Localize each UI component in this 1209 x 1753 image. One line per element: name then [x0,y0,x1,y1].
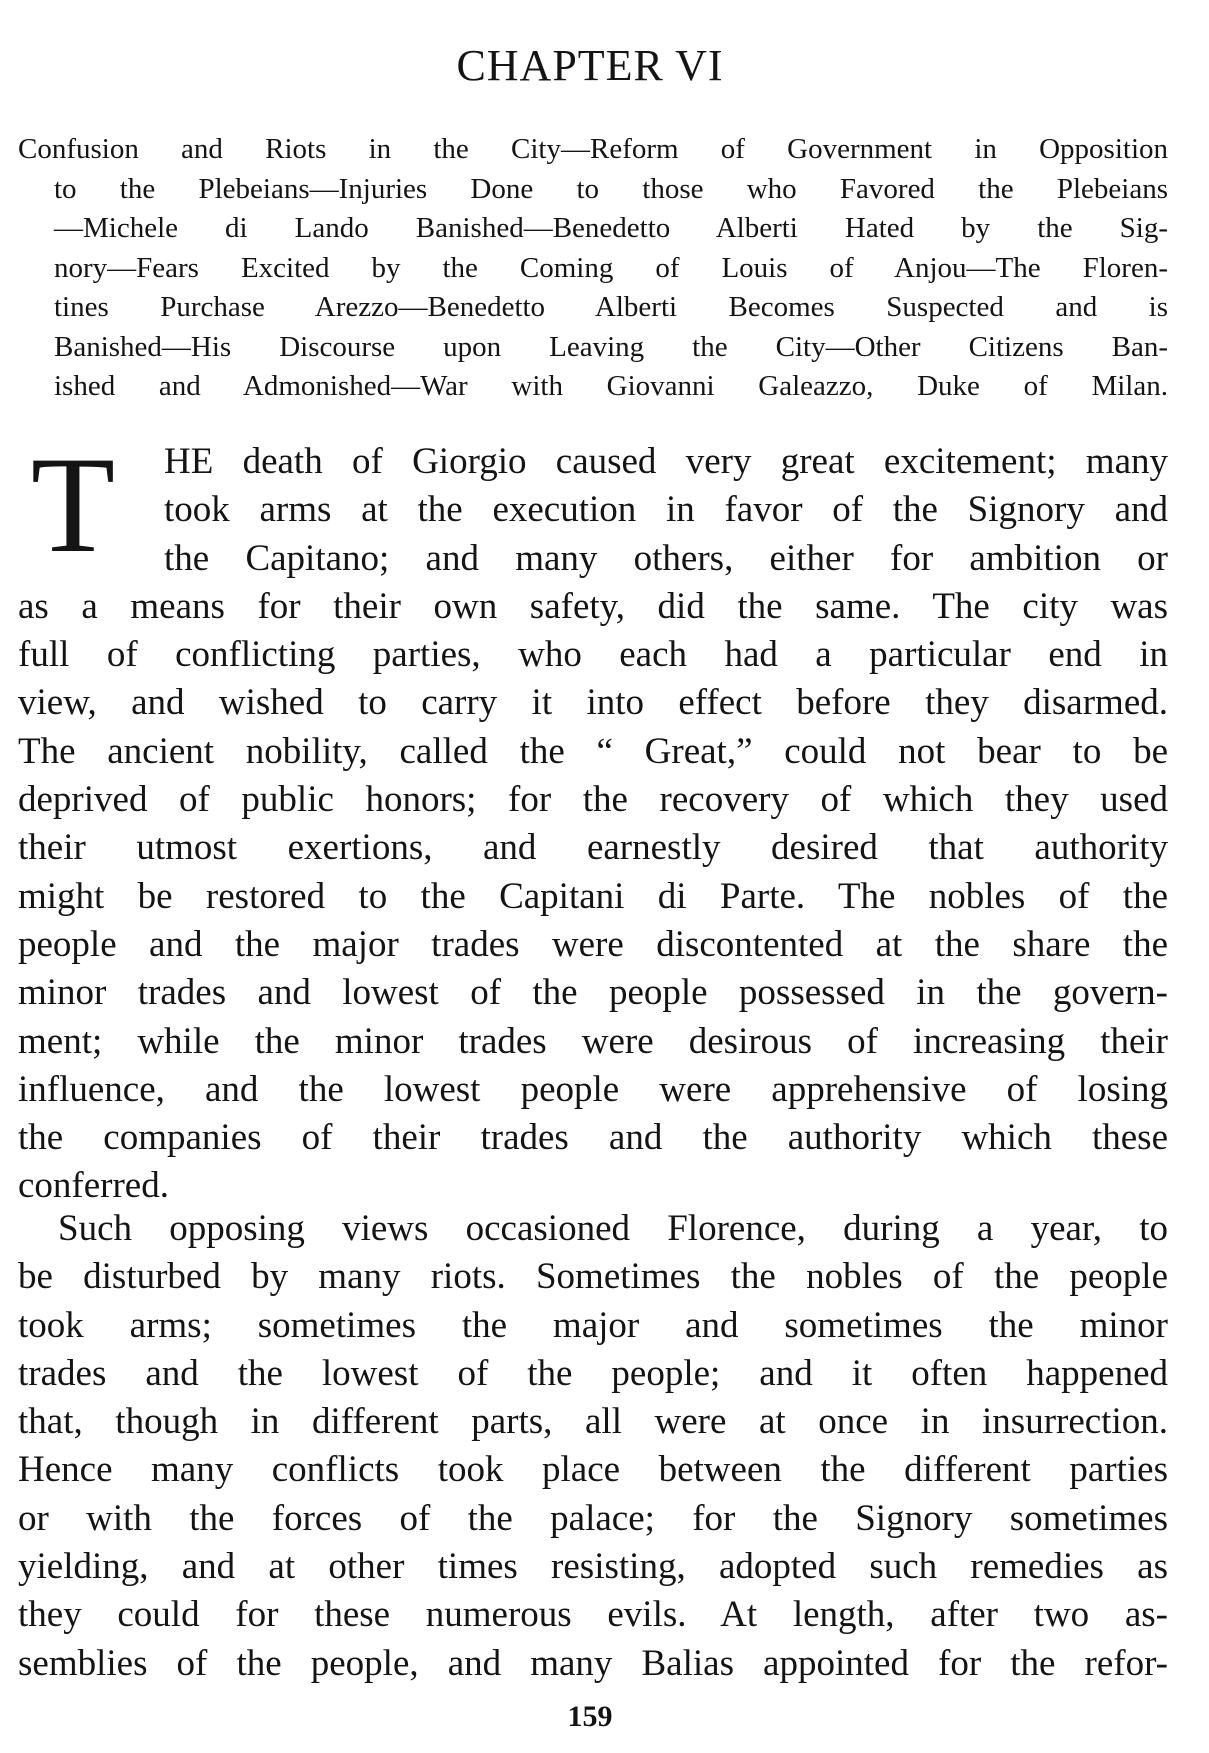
summary-line: nory—Fears Excited by the Coming of Louis of Anjou—The Floren- [54,251,1168,284]
summary-line: ished and Admonished—War with Giovanni Galeazzo, Duke of Milan. [54,370,1168,402]
text-line: might be restored to the Capitani di Parte. The nobles of the [18,875,1168,917]
text-line: conferred. [18,1165,169,1207]
text-line: semblies of the people, and many Balias appointed for the refor- [18,1642,1168,1684]
text-line: took arms at the execution in favor of the Signory and [164,489,1168,531]
text-line: influence, and the lowest people were apprehensive of losing [18,1068,1168,1110]
drop-cap: T [30,428,116,581]
text-line: people and the major trades were discontented at the share the [18,923,1168,965]
text-line: full of conflicting parties, who each had a particular end in [18,634,1168,676]
text-line: the companies of their trades and the authority which these [18,1117,1168,1159]
text-line: minor trades and lowest of the people possessed in the govern- [18,972,1168,1014]
text-line: Such opposing views occasioned Florence, during a year, to [58,1208,1168,1249]
text-line: the Capitano; and many others, either for ambition or [164,537,1168,579]
text-line: ment; while the minor trades were desirous of increasing their [18,1020,1168,1062]
text-line: their utmost exertions, and earnestly desired that authority [18,827,1168,869]
text-line: they could for these numerous evils. At length, after two as- [18,1594,1168,1636]
text-line: Hence many conflicts took place between the different parties [18,1449,1168,1491]
summary-line: Confusion and Riots in the City—Reform of Government in Opposition [18,133,1168,165]
text-line: that, though in different parts, all were at once in insurrection. [18,1401,1168,1443]
text-line: The ancient nobility, called the “ Great,” could not bear to be [18,730,1168,772]
text-line: trades and the lowest of the people; and it often happened [18,1352,1168,1394]
paragraph-1 [18,428,1168,1211]
page-number: 159 [567,1700,613,1733]
text-line: view, and wished to carry it into effect before they disarmed. [18,682,1168,724]
text-line: as a means for their own safety, did the same. The city was [18,585,1168,627]
summary-line: tines Purchase Arezzo—Benedetto Alberti Becomes Suspected and is [54,291,1168,323]
text-line: or with the forces of the palace; for the Signory sometimes [18,1497,1168,1539]
text-line: be disturbed by many riots. Sometimes the nobles of the people [18,1256,1168,1298]
text-line: took arms; sometimes the major and sometimes the minor [18,1304,1168,1346]
text-line: HE death of Giorgio caused very great excitement; many [164,441,1168,482]
paragraph-2 [18,1205,1168,1688]
chapter-summary [18,130,1168,407]
text-line: yielding, and at other times resisting, adopted such remedies as [18,1546,1168,1588]
summary-line: —Michele di Lando Banished—Benedetto Alberti Hated by the Sig- [54,212,1168,244]
summary-line: Banished—His Discourse upon Leaving the City—Other Citizens Ban- [54,330,1168,363]
chapter-title: CHAPTER VI [456,41,724,90]
text-line: deprived of public honors; for the recovery of which they used [18,779,1168,821]
summary-line: to the Plebeians—Injuries Done to those who Favored the Plebeians [54,172,1168,205]
